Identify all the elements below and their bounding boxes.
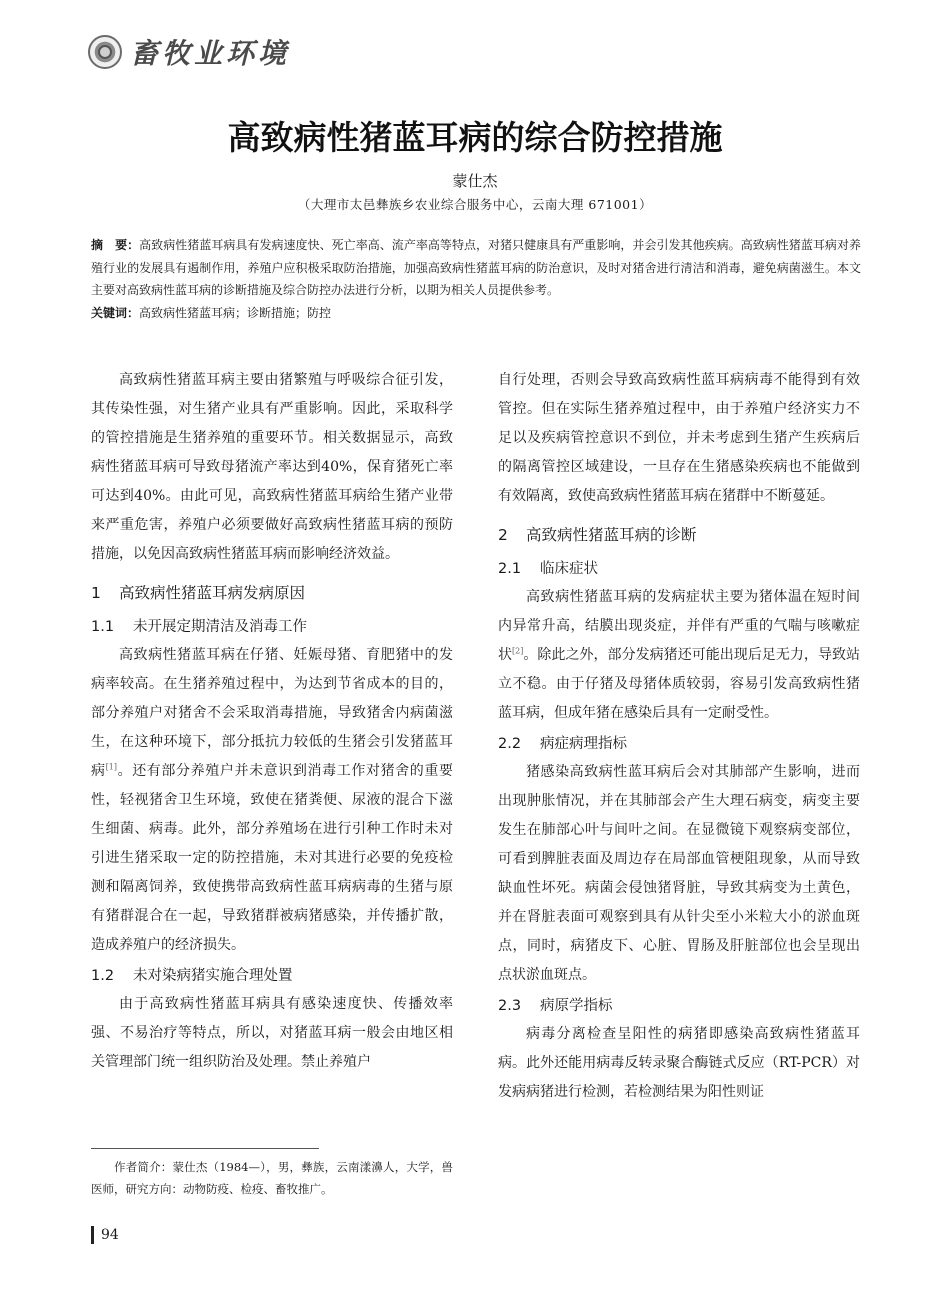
section-number: 2 bbox=[498, 526, 508, 544]
paragraph-text: 高致病性猪蓝耳病在仔猪、妊娠母猪、育肥猪中的发病率较高。在生猪养殖过程中，为达到节省成本的目的，部分养殖户对猪舍不会采取消毒措施，导致猪舍内病菌滋生，在这种环境下，部分抵抗力较低的生猪会引发猪蓝耳病 bbox=[91, 647, 453, 779]
keywords-text: 高致病性猪蓝耳病；诊断措施；防控 bbox=[139, 305, 332, 320]
author-affiliation: （大理市太邑彝族乡农业综合服务中心，云南大理 671001） bbox=[297, 197, 653, 212]
subsection-title: 临床症状 bbox=[540, 561, 598, 577]
subsection-heading-2-3 bbox=[498, 992, 860, 1020]
subsection-heading-1-2 bbox=[91, 962, 453, 990]
paragraph-text: 高致病性猪蓝耳病的发病症状主要为猪体温在短时间内异常升高，结膜出现炎症，并伴有严重的气喘与咳嗽症状 bbox=[498, 589, 860, 663]
section-heading-1 bbox=[91, 579, 453, 607]
journal-header bbox=[88, 32, 290, 72]
body-paragraph: 猪感染高致病性蓝耳病后会对其肺部产生影响，进而出现肿胀情况，并在其肺部会产生大理石病变，病变主要发生在肺部心叶与间叶之间。在显微镜下观察病变部位，可看到脾脏表面及周边存在局部血管梗阻现象，从而导致缺血性坏死。病菌会侵蚀猪肾脏，导致其病变为土黄色，并在肾脏表面可观察到具有从针尖至小米粒大小的淤血斑点，同时，病猪皮下、心脏、胃肠及肝脏部位也会呈现出点状淤血斑点。 bbox=[498, 764, 860, 983]
right-column bbox=[498, 366, 860, 1107]
left-column bbox=[91, 366, 453, 1077]
article-author: 蒙仕杰 bbox=[452, 172, 498, 190]
section-number: 1 bbox=[91, 584, 101, 602]
journal-logo-icon bbox=[88, 35, 122, 69]
article-title: 高致病性猪蓝耳病的综合防控措施 bbox=[227, 118, 723, 157]
section-title: 高致病性猪蓝耳病的诊断 bbox=[526, 526, 697, 544]
subsection-title: 病症病理指标 bbox=[540, 736, 627, 752]
subsection-number: 1.1 bbox=[91, 619, 115, 635]
body-paragraph: 病毒分离检查呈阳性的病猪即感染高致病性猪蓝耳病。此外还能用病毒反转录聚合酶链式反应（RT-PCR）对发病病猪进行检测，若检测结果为阳性则证 bbox=[498, 1026, 860, 1100]
section-title: 高致病性猪蓝耳病发病原因 bbox=[119, 584, 306, 602]
footnote-divider bbox=[91, 1148, 319, 1149]
abstract-block bbox=[91, 234, 861, 324]
section-heading-2 bbox=[498, 521, 860, 549]
body-paragraph bbox=[498, 583, 860, 728]
keywords-label: 关键词： bbox=[91, 305, 140, 320]
paragraph-text: 。还有部分养殖户并未意识到消毒工作对猪舍的重要性，轻视猪舍卫生环境，致使在猪粪便、尿液的混合下滋生细菌、病毒。此外，部分养殖场在进行引种工作时未对引进生猪采取一定的防控措施，未对其进行必要的免疫检测和隔离饲养，致使携带高致病性蓝耳病病毒的生猪与原有猪群混合在一起，导致猪群被病猪感染，并传播扩散，造成养殖户的经济损失。 bbox=[91, 763, 454, 953]
citation-ref[interactable]: [2] bbox=[512, 646, 524, 656]
abstract-label: 摘 要： bbox=[91, 238, 140, 252]
page-number-text: 94 bbox=[101, 1227, 119, 1243]
subsection-number: 2.1 bbox=[498, 561, 522, 577]
subsection-heading-2-1 bbox=[498, 555, 860, 583]
author-footnote: 作者简介：蒙仕杰（1984—），男，彝族，云南漾濞人，大学，兽医师，研究方向：动物防疫、检疫、畜牧推广。 bbox=[91, 1160, 453, 1196]
subsection-number: 2.3 bbox=[498, 998, 522, 1014]
page-number bbox=[91, 1226, 119, 1244]
subsection-number: 1.2 bbox=[91, 968, 115, 984]
subsection-heading-2-2 bbox=[498, 730, 860, 758]
subsection-title: 未开展定期清洁及消毒工作 bbox=[133, 619, 307, 635]
abstract-text: 高致病性猪蓝耳病具有发病速度快、死亡率高、流产率高等特点，对猪只健康具有严重影响，并会引发其他疾病。高致病性猪蓝耳病对养殖行业的发展具有遏制作用，养殖户应积极采取防治措施，加强高致病性猪蓝耳病的防治意识，及时对猪舍进行清洁和消毒，避免病菌滋生。本文主要对高致病性蓝耳病的诊断措施及综合防控办法进行分析，以期为相关人员提供参考。 bbox=[91, 238, 861, 297]
continued-paragraph: 自行处理，否则会导致高致病性蓝耳病病毒不能得到有效管控。但在实际生猪养殖过程中，由于养殖户经济实力不足以及疾病管控意识不到位，并未考虑到生猪产生疾病后的隔离管控区域建设，一旦存在生猪感染疾病也不能做到有效隔离，致使高致病性猪蓝耳病在猪群中不断蔓延。 bbox=[498, 372, 860, 504]
body-paragraph: 由于高致病性猪蓝耳病具有感染速度快、传播效率强、不易治疗等特点，所以，对猪蓝耳病一般会由地区相关管理部门统一组织防治及处理。禁止养殖户 bbox=[91, 996, 453, 1070]
citation-ref[interactable]: [1] bbox=[105, 762, 117, 772]
page-marker-bar bbox=[91, 1226, 94, 1244]
intro-paragraph: 高致病性猪蓝耳病主要由猪繁殖与呼吸综合征引发，其传染性强，对生猪产业具有严重影响。因此，采取科学的管控措施是生猪养殖的重要环节。相关数据显示，高致病性猪蓝耳病可导致母猪流产率达到40%，保育猪死亡率可达到40%。由此可见，高致病性猪蓝耳病给生猪产业带来严重危害，养殖户必须要做好高致病性猪蓝耳病的预防措施，以免因高致病性猪蓝耳病而影响经济效益。 bbox=[91, 372, 453, 562]
subsection-heading-1-1 bbox=[91, 613, 453, 641]
subsection-title: 未对染病猪实施合理处置 bbox=[133, 968, 293, 984]
journal-name: 畜牧业环境 bbox=[130, 37, 291, 70]
subsection-number: 2.2 bbox=[498, 736, 522, 752]
abstract bbox=[91, 234, 861, 302]
body-paragraph bbox=[91, 641, 453, 960]
keywords bbox=[91, 302, 861, 325]
paragraph-text: 。除此之外，部分发病猪还可能出现后足无力，导致站立不稳。由于仔猪及母猪体质较弱，容易引发高致病性猪蓝耳病，但成年猪在感染后具有一定耐受性。 bbox=[498, 647, 861, 721]
subsection-title: 病原学指标 bbox=[540, 998, 613, 1014]
